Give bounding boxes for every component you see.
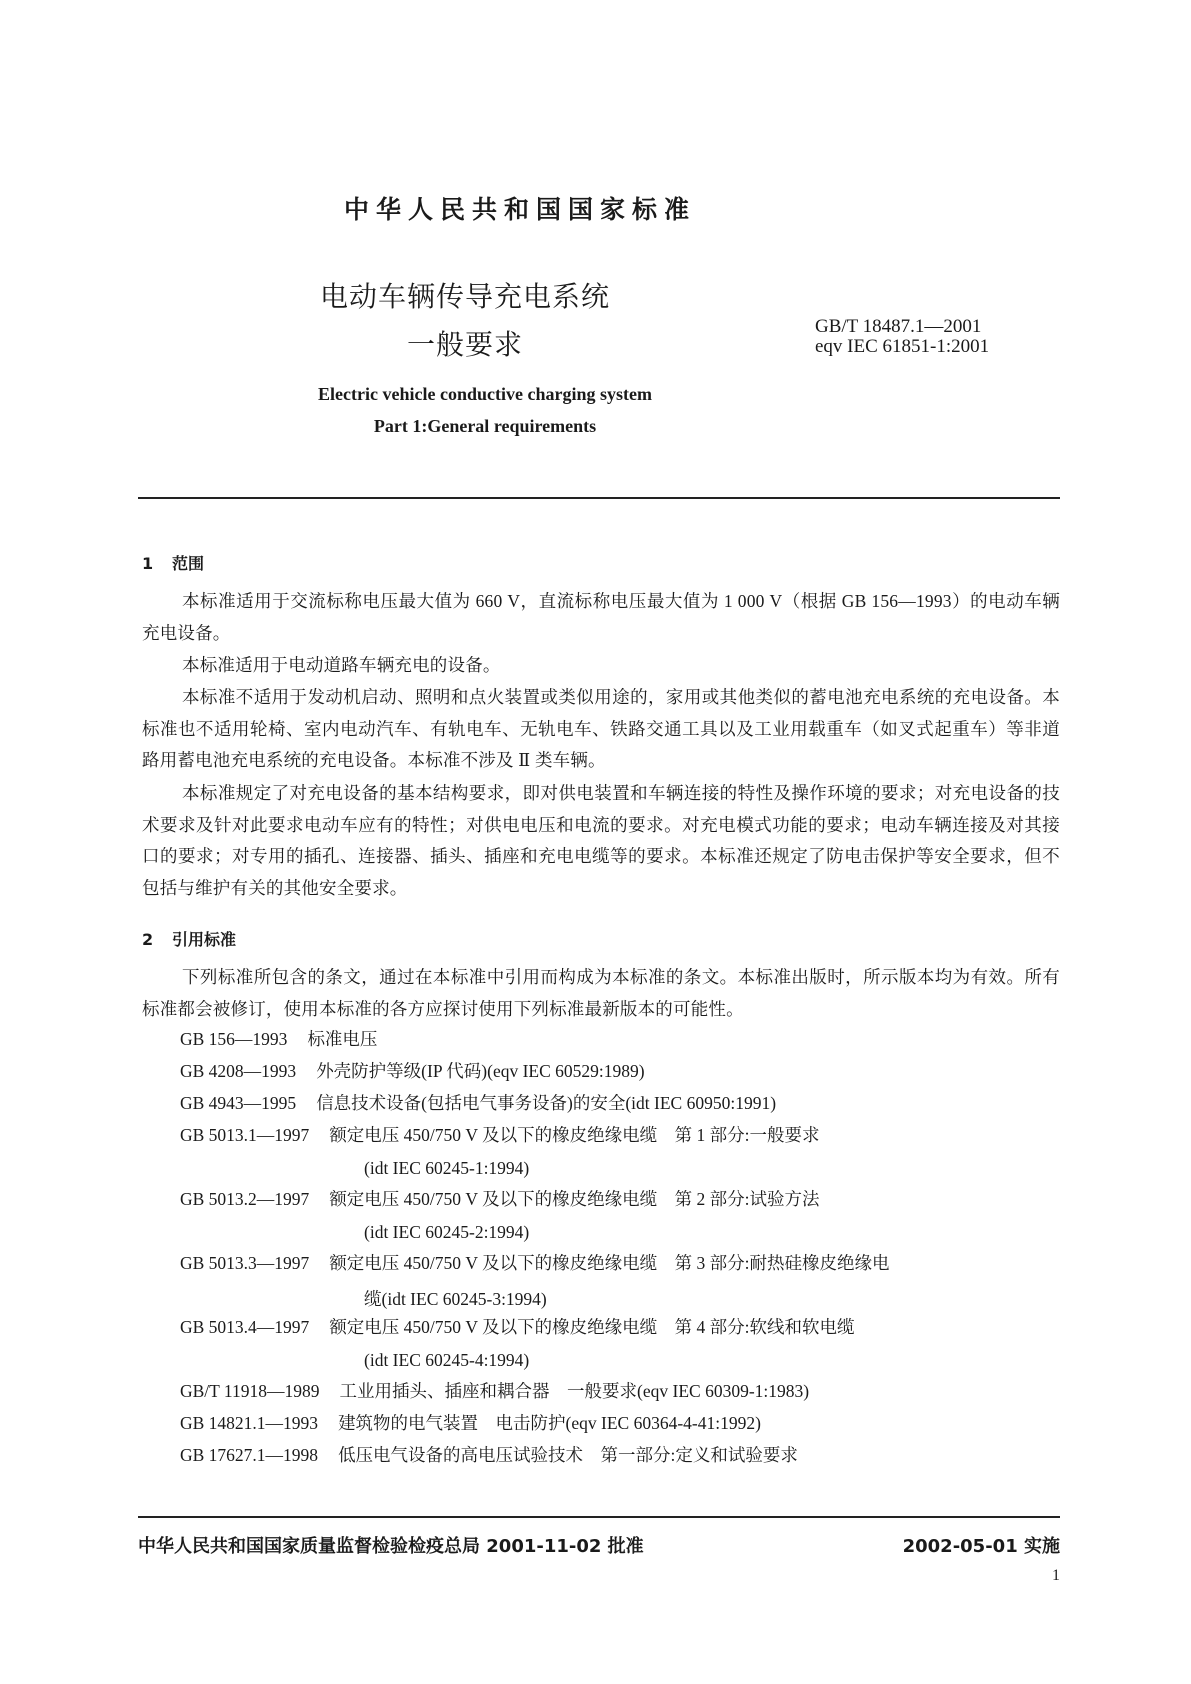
reference-item: [180, 1088, 776, 1120]
reference-code: GB 5013.2—1997: [180, 1189, 310, 1209]
header-divider: [138, 497, 1060, 499]
reference-item: [180, 1312, 854, 1344]
reference-code: GB 4208—1993: [180, 1061, 297, 1081]
reference-title: 低压电气设备的高电压试验技术 第一部分:定义和试验要求: [338, 1445, 798, 1465]
reference-item: [180, 1248, 889, 1280]
reference-continuation: (idt IEC 60245-2:1994): [364, 1222, 530, 1242]
reference-item: [180, 1440, 798, 1472]
document-subtitle-en: Part 1:General requirements: [373, 416, 597, 436]
national-standard-label: 中华人民共和国国家标准: [343, 195, 696, 224]
reference-code: GB 156—1993: [180, 1029, 288, 1049]
reference-code: GB 17627.1—1998: [180, 1445, 319, 1465]
document-title-cn: 电动车辆传导充电系统: [319, 280, 610, 313]
scope-paragraph-2: 本标准适用于电动道路车辆充电的设备。: [182, 655, 501, 675]
reference-title: 额定电压 450/750 V 及以下的橡皮绝缘电缆 第 1 部分:一般要求: [329, 1125, 820, 1145]
reference-code: GB/T 11918—1989: [180, 1381, 320, 1401]
reference-title: 建筑物的电气装置 电击防护(eqv IEC 60364-4-41:1992): [338, 1413, 761, 1433]
reference-item: [180, 1056, 645, 1088]
document-title-en: Electric vehicle conductive charging system: [318, 384, 652, 404]
reference-item: [180, 1024, 377, 1056]
reference-continuation: (idt IEC 60245-4:1994): [364, 1350, 530, 1370]
standard-number-block: [815, 317, 989, 357]
reference-item: [180, 1184, 819, 1216]
section-2-heading: [142, 927, 236, 950]
page-number: 1: [1052, 1567, 1060, 1584]
reference-title: 工业用插头、插座和耦合器 一般要求(eqv IEC 60309-1:1983): [339, 1381, 810, 1401]
section-1-heading: [142, 551, 204, 574]
reference-title: 信息技术设备(包括电气事务设备)的安全(idt IEC 60950:1991): [316, 1093, 777, 1113]
scope-paragraph-3: 本标准不适用于发动机启动、照明和点火装置或类似用途的，家用或其他类似的蓄电池充电系统的充电设备。本标准也不适用轮椅、室内电动汽车、有轨电车、无轨电车、铁路交通工具以及工业用载重车（如叉式起重车）等非道路用蓄电池充电系统的充电设备。本标准不涉及 Ⅱ 类车辆。: [142, 687, 1060, 771]
references-intro: 下列标准所包含的条文，通过在本标准中引用而构成为本标准的条文。本标准出版时，所示版本均为有效。所有标准都会被修订，使用本标准的各方应探讨使用下列标准最新版本的可能性。: [142, 967, 1060, 1019]
scope-paragraph-4: 本标准规定了对充电设备的基本结构要求，即对供电装置和车辆连接的特性及操作环境的要求；对充电设备的技术要求及针对此要求电动车应有的特性；对供电电压和电流的要求。对充电模式功能的要求；电动车辆连接及对其接口的要求；对专用的插孔、连接器、插头、插座和充电电缆等的要求。本标准还规定了防电击保护等安全要求，但不包括与维护有关的其他安全要求。: [142, 783, 1060, 899]
standard-number: GB/T 18487.1—2001: [815, 316, 982, 337]
reference-title: 外壳防护等级(IP 代码)(eqv IEC 60529:1989): [316, 1061, 645, 1081]
section-number: 1: [142, 554, 154, 573]
document-subtitle-cn: 一般要求: [406, 328, 523, 361]
reference-code: GB 4943—1995: [180, 1093, 297, 1113]
approval-date: 中华人民共和国国家质量监督检验检疫总局 2001-11-02 批准: [138, 1536, 644, 1557]
scope-paragraph-1: 本标准适用于交流标称电压最大值为 660 V，直流标称电压最大值为 1 000 V（根据 GB 156—1993）的电动车辆充电设备。: [142, 591, 1060, 643]
reference-code: GB 5013.3—1997: [180, 1253, 310, 1273]
reference-item: [180, 1408, 761, 1440]
reference-title: 标准电压: [307, 1029, 378, 1049]
reference-code: GB 5013.1—1997: [180, 1125, 310, 1145]
section-title: 范围: [172, 554, 205, 573]
reference-title: 额定电压 450/750 V 及以下的橡皮绝缘电缆 第 4 部分:软线和软电缆: [329, 1317, 855, 1337]
reference-item: [180, 1120, 819, 1152]
standard-equivalence: eqv IEC 61851-1:2001: [815, 336, 990, 357]
footer-divider: [138, 1516, 1060, 1518]
reference-continuation: (idt IEC 60245-1:1994): [364, 1158, 530, 1178]
effective-date: 2002-05-01 实施: [902, 1536, 1060, 1557]
section-title: 引用标准: [172, 930, 237, 949]
section-number: 2: [142, 930, 154, 949]
reference-code: GB 5013.4—1997: [180, 1317, 310, 1337]
reference-code: GB 14821.1—1993: [180, 1413, 319, 1433]
reference-continuation: 缆(idt IEC 60245-3:1994): [364, 1289, 547, 1309]
reference-title: 额定电压 450/750 V 及以下的橡皮绝缘电缆 第 3 部分:耐热硅橡皮绝缘电: [329, 1253, 890, 1273]
reference-title: 额定电压 450/750 V 及以下的橡皮绝缘电缆 第 2 部分:试验方法: [329, 1189, 820, 1209]
reference-item: [180, 1376, 809, 1408]
